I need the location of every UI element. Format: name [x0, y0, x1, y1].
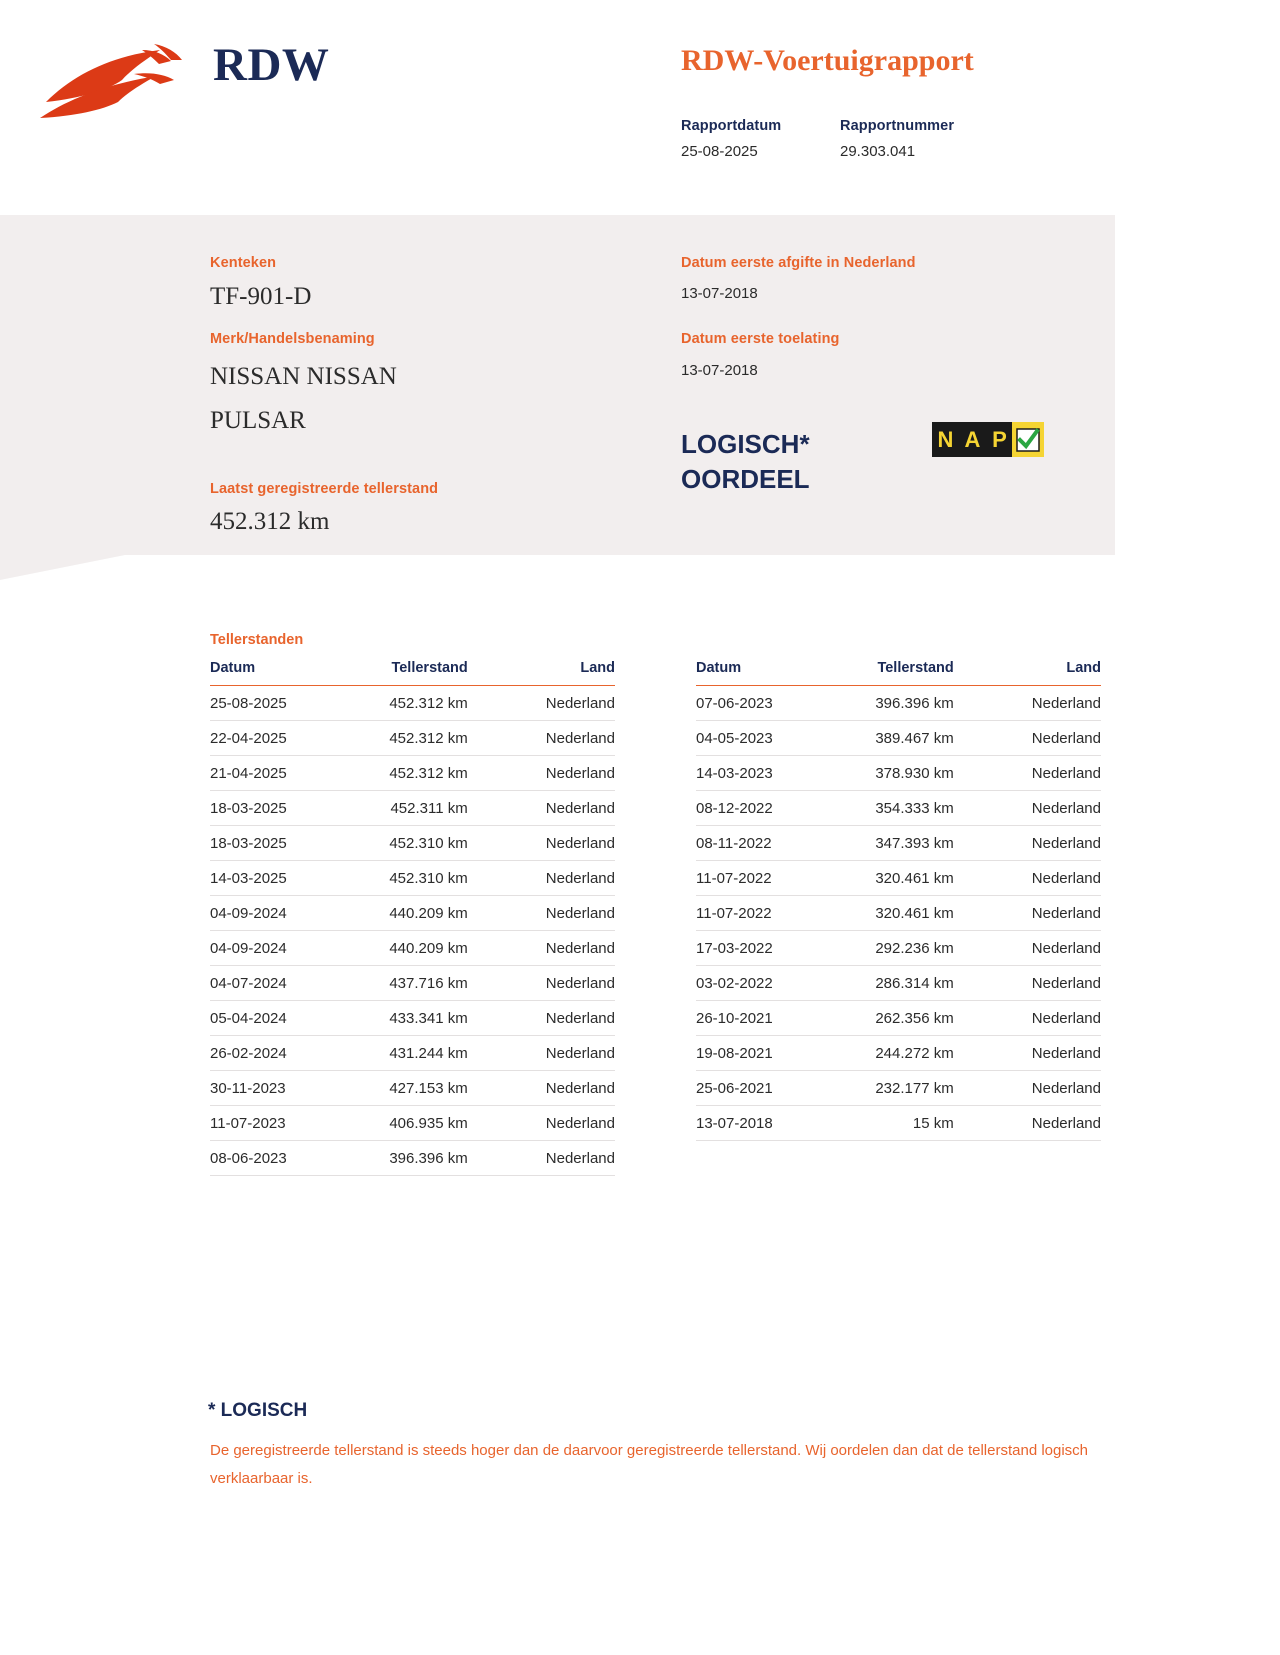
- last-odometer-label: Laatst geregistreerde tellerstand: [210, 481, 439, 497]
- table-row: [210, 1141, 615, 1176]
- cell-tellerstand: 378.930 km: [813, 756, 996, 791]
- rdw-wordmark: RDW: [213, 39, 330, 91]
- table-row: [210, 826, 615, 861]
- column-header-datum: Datum: [696, 660, 813, 686]
- footnote-body: De geregistreerde tellerstand is steeds hoger dan de daarvoor geregistreerde tellerstand. Wij oordelen dan dat de tellerstand logisch verklaarbaar is.: [210, 1442, 1089, 1487]
- cell-datum: 25-08-2025: [210, 686, 327, 721]
- cell-datum: 11-07-2022: [696, 896, 813, 931]
- cell-tellerstand: 427.153 km: [327, 1071, 510, 1106]
- column-header-tellerstand: Tellerstand: [813, 660, 996, 686]
- table-row: [696, 896, 1101, 931]
- cell-land: Nederland: [510, 1141, 615, 1176]
- cell-tellerstand: 406.935 km: [327, 1106, 510, 1141]
- cell-land: Nederland: [996, 1071, 1101, 1106]
- cell-land: Nederland: [510, 756, 615, 791]
- column-header-tellerstand: Tellerstand: [327, 660, 510, 686]
- cell-datum: 04-05-2023: [696, 721, 813, 756]
- license-plate-label: Kenteken: [210, 255, 277, 271]
- rdw-feather-logo-icon: [38, 40, 198, 130]
- column-header-land: Land: [510, 660, 615, 686]
- cell-land: Nederland: [510, 826, 615, 861]
- cell-tellerstand: 431.244 km: [327, 1036, 510, 1071]
- cell-datum: 30-11-2023: [210, 1071, 327, 1106]
- table-row: [696, 686, 1101, 721]
- last-odometer-value: 452.312 km: [210, 508, 330, 535]
- cell-land: Nederland: [996, 966, 1101, 1001]
- license-plate-value: TF-901-D: [210, 283, 312, 310]
- cell-datum: 04-07-2024: [210, 966, 327, 1001]
- cell-land: Nederland: [510, 1071, 615, 1106]
- cell-land: Nederland: [996, 791, 1101, 826]
- report-header: [0, 0, 1280, 215]
- report-date-value: 25-08-2025: [681, 143, 758, 160]
- cell-land: Nederland: [510, 966, 615, 1001]
- table-row: [210, 1106, 615, 1141]
- cell-land: Nederland: [510, 931, 615, 966]
- table-row: [210, 931, 615, 966]
- table-row: [696, 966, 1101, 1001]
- cell-tellerstand: 320.461 km: [813, 896, 996, 931]
- verdict-line1: LOGISCH*: [681, 429, 810, 459]
- cell-tellerstand: 232.177 km: [813, 1071, 996, 1106]
- table-row: [210, 686, 615, 721]
- cell-tellerstand: 292.236 km: [813, 931, 996, 966]
- make-model-value-line2: PULSAR: [210, 407, 306, 434]
- cell-tellerstand: 452.311 km: [327, 791, 510, 826]
- cell-land: Nederland: [510, 686, 615, 721]
- cell-tellerstand: 452.312 km: [327, 686, 510, 721]
- column-header-land: Land: [996, 660, 1101, 686]
- cell-land: Nederland: [996, 896, 1101, 931]
- cell-datum: 04-09-2024: [210, 931, 327, 966]
- cell-datum: 21-04-2025: [210, 756, 327, 791]
- cell-datum: 11-07-2022: [696, 861, 813, 896]
- cell-datum: 05-04-2024: [210, 1001, 327, 1036]
- cell-tellerstand: 396.396 km: [813, 686, 996, 721]
- cell-land: Nederland: [996, 1036, 1101, 1071]
- table-row: [210, 791, 615, 826]
- cell-land: Nederland: [510, 791, 615, 826]
- cell-tellerstand: 452.312 km: [327, 756, 510, 791]
- cell-datum: 08-11-2022: [696, 826, 813, 861]
- cell-tellerstand: 452.312 km: [327, 721, 510, 756]
- table-row: [210, 966, 615, 1001]
- report-date-block: [681, 118, 816, 160]
- vehicle-summary-panel: [0, 215, 1115, 555]
- table-header-row: [696, 660, 1101, 686]
- cell-datum: 26-02-2024: [210, 1036, 327, 1071]
- nap-badge-icon: [932, 422, 1044, 457]
- table-row: [696, 1036, 1101, 1071]
- table-row: [696, 1001, 1101, 1036]
- verdict-block: [681, 427, 810, 497]
- cell-datum: 04-09-2024: [210, 896, 327, 931]
- panel-corner-notch: [0, 555, 125, 580]
- table-body-left: [210, 686, 615, 1176]
- cell-datum: 18-03-2025: [210, 826, 327, 861]
- cell-tellerstand: 433.341 km: [327, 1001, 510, 1036]
- column-header-datum: Datum: [210, 660, 327, 686]
- table-row: [210, 1036, 615, 1071]
- cell-tellerstand: 286.314 km: [813, 966, 996, 1001]
- table-row: [696, 861, 1101, 896]
- nap-letter-a: A: [964, 426, 981, 452]
- report-date-label: Rapportdatum: [681, 118, 782, 134]
- cell-datum: 07-06-2023: [696, 686, 813, 721]
- cell-land: Nederland: [996, 826, 1101, 861]
- cell-land: Nederland: [510, 1036, 615, 1071]
- table-row: [210, 861, 615, 896]
- table-row: [210, 756, 615, 791]
- cell-land: Nederland: [996, 861, 1101, 896]
- first-admission-label: Datum eerste toelating: [681, 331, 840, 347]
- cell-tellerstand: 354.333 km: [813, 791, 996, 826]
- cell-datum: 03-02-2022: [696, 966, 813, 1001]
- table-row: [696, 756, 1101, 791]
- cell-tellerstand: 396.396 km: [327, 1141, 510, 1176]
- cell-datum: 19-08-2021: [696, 1036, 813, 1071]
- table-row: [210, 896, 615, 931]
- table-row: [696, 1071, 1101, 1106]
- first-admission-value: 13-07-2018: [681, 362, 758, 379]
- odometer-table-left: [210, 660, 615, 1176]
- cell-land: Nederland: [996, 756, 1101, 791]
- report-number-label: Rapportnummer: [840, 118, 955, 134]
- table-body-right: [696, 686, 1101, 1141]
- nap-letter-n: N: [937, 426, 954, 452]
- report-number-block: [840, 118, 975, 160]
- cell-tellerstand: 320.461 km: [813, 861, 996, 896]
- cell-datum: 14-03-2023: [696, 756, 813, 791]
- cell-datum: 08-06-2023: [210, 1141, 327, 1176]
- cell-land: Nederland: [996, 686, 1101, 721]
- cell-datum: 08-12-2022: [696, 791, 813, 826]
- cell-tellerstand: 452.310 km: [327, 861, 510, 896]
- cell-tellerstand: 347.393 km: [813, 826, 996, 861]
- cell-land: Nederland: [996, 931, 1101, 966]
- table-header-row: [210, 660, 615, 686]
- cell-datum: 17-03-2022: [696, 931, 813, 966]
- cell-land: Nederland: [510, 721, 615, 756]
- table-row: [210, 1001, 615, 1036]
- cell-datum: 14-03-2025: [210, 861, 327, 896]
- cell-tellerstand: 440.209 km: [327, 931, 510, 966]
- nap-letter-p: P: [992, 426, 1007, 452]
- cell-tellerstand: 15 km: [813, 1106, 996, 1141]
- cell-datum: 26-10-2021: [696, 1001, 813, 1036]
- report-number-value: 29.303.041: [840, 143, 916, 160]
- table-row: [210, 721, 615, 756]
- cell-tellerstand: 262.356 km: [813, 1001, 996, 1036]
- footnote-title: * LOGISCH: [208, 1400, 308, 1421]
- cell-tellerstand: 389.467 km: [813, 721, 996, 756]
- cell-datum: 22-04-2025: [210, 721, 327, 756]
- cell-tellerstand: 452.310 km: [327, 826, 510, 861]
- table-row: [696, 1106, 1101, 1141]
- table-row: [696, 826, 1101, 861]
- report-title: RDW-Voertuigrapport: [681, 44, 974, 77]
- cell-datum: 13-07-2018: [696, 1106, 813, 1141]
- odometer-table-right: [696, 660, 1101, 1141]
- cell-land: Nederland: [510, 1001, 615, 1036]
- odometer-table-title: Tellerstanden: [210, 632, 304, 648]
- cell-land: Nederland: [996, 1001, 1101, 1036]
- cell-land: Nederland: [996, 1106, 1101, 1141]
- cell-land: Nederland: [510, 896, 615, 931]
- cell-tellerstand: 437.716 km: [327, 966, 510, 1001]
- table-row: [696, 931, 1101, 966]
- cell-tellerstand: 440.209 km: [327, 896, 510, 931]
- cell-land: Nederland: [510, 861, 615, 896]
- first-registration-nl-value: 13-07-2018: [681, 285, 758, 302]
- verdict-line2: OORDEEL: [681, 464, 810, 495]
- cell-land: Nederland: [996, 721, 1101, 756]
- make-model-value-line1: NISSAN NISSAN: [210, 363, 397, 390]
- table-row: [696, 721, 1101, 756]
- table-row: [210, 1071, 615, 1106]
- cell-datum: 18-03-2025: [210, 791, 327, 826]
- table-row: [696, 791, 1101, 826]
- nap-checkmark-icon: [1012, 422, 1044, 457]
- cell-datum: 11-07-2023: [210, 1106, 327, 1141]
- make-model-label: Merk/Handelsbenaming: [210, 331, 375, 347]
- report-meta: [681, 118, 975, 160]
- first-registration-nl-label: Datum eerste afgifte in Nederland: [681, 255, 916, 271]
- cell-tellerstand: 244.272 km: [813, 1036, 996, 1071]
- cell-datum: 25-06-2021: [696, 1071, 813, 1106]
- cell-land: Nederland: [510, 1106, 615, 1141]
